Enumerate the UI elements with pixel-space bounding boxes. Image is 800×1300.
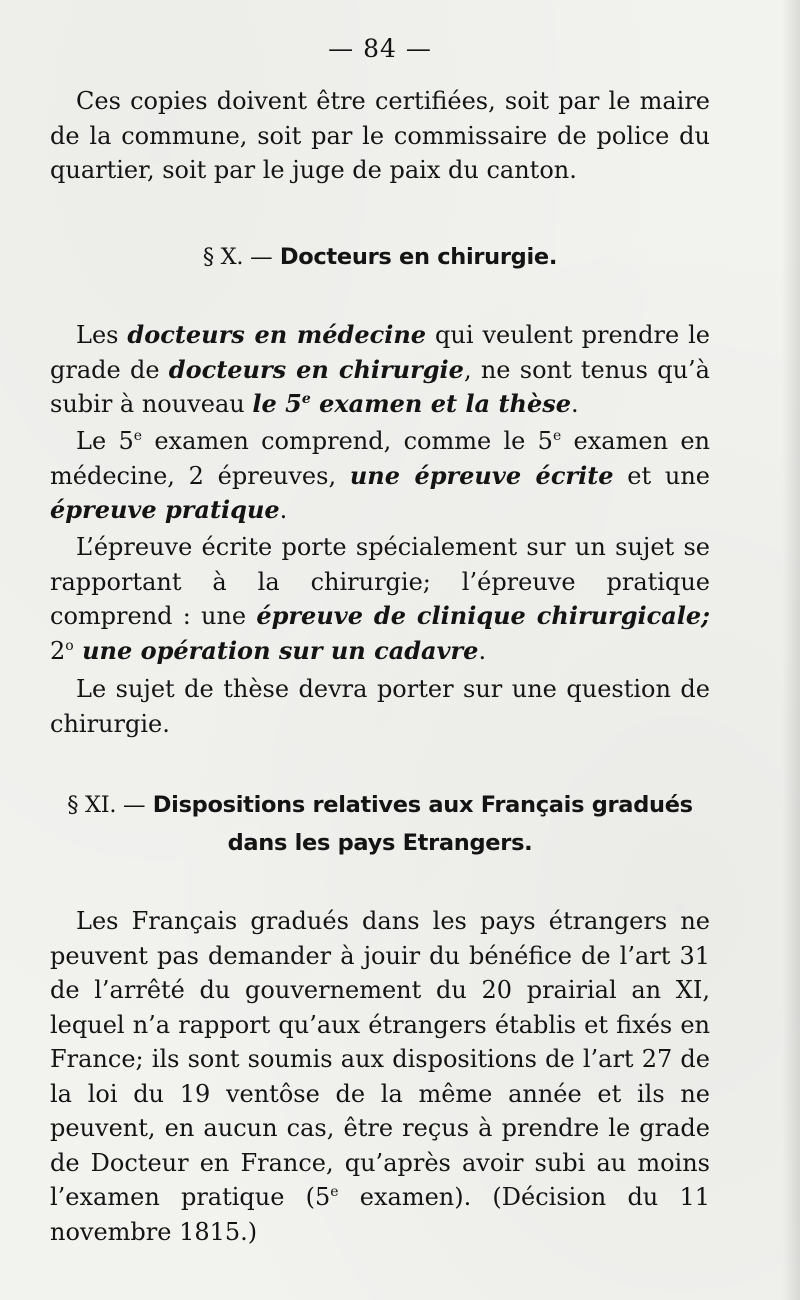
paragraph-fifth-exam	[50, 424, 710, 528]
p3-term-clinique: épreuve de clinique chirurgicale;	[256, 601, 710, 630]
p2-term-pratique: épreuve pratique	[50, 495, 280, 524]
page-number: — 84 —	[328, 34, 432, 63]
p5-text-a: Les Français gradués dans les pays étrangers ne peuvent pas demander à jouir du bénéfice de l’art 31 de l’arrêté du gouvernement du 20 prairial an XI, lequel n’a rapport qu’aux étrangers établis et fixés en France; ils sont soumis aux dispositions de l’art 27 de la loi du 19 ventôse de la même année et ils ne peuvent, en aucun cas, être reçus à prendre le grade de Docteur en France, qu’après avoir subi au moins l’examen pratique (5	[50, 907, 710, 1211]
p1-text-h: .	[571, 390, 579, 418]
p1-text-e: , ne sont tenus qu’à subir à nouveau	[50, 355, 710, 418]
p1-text-a: Les	[76, 321, 128, 349]
p2-text-a: Le 5	[76, 427, 134, 455]
p2-sup-a: e	[133, 428, 143, 444]
p3-text-a: L’épreuve écrite porte spécialement sur un sujet se rapportant à la chirurgie; l’épreuve pratique comprend : une	[50, 533, 710, 630]
section-x-heading	[50, 238, 710, 276]
paragraph-written-exam	[50, 530, 710, 668]
section-xi-title-line2: dans les pays Etrangers.	[227, 830, 533, 856]
intro-paragraph: Ces copies doivent être certifiées, soit par le maire de la commune, soit par le commissaire de police du quartier, soit par le juge de paix du canton.	[50, 87, 710, 184]
p3-text-c: 2	[50, 636, 66, 665]
paragraph-french-graduates	[50, 904, 710, 1249]
p2-text-c: examen en médecine, 2 épreuves,	[50, 427, 710, 490]
p1-sup: e	[301, 391, 311, 407]
p3-term-operation: une opération sur un cadavre	[73, 635, 479, 665]
section-xi-marker: § XI. —	[67, 792, 146, 818]
p5-sup: e	[330, 1184, 339, 1200]
page-edge-shadow	[782, 0, 800, 1300]
paragraph-doctors-surgery	[50, 318, 710, 422]
p1-text-c: qui veulent prendre le grade de	[50, 321, 710, 384]
paragraph-thesis: Le sujet de thèse devra porter sur une question de chirurgie.	[50, 675, 710, 738]
p2-term-ecrite: une épreuve écrite	[349, 460, 614, 490]
p2-text-b: examen comprend, comme le 5	[142, 427, 553, 455]
p2-text-e: et une	[613, 461, 710, 490]
p1-term-chirurgie: docteurs en chirurgie	[168, 354, 464, 384]
section-xi-heading	[50, 786, 710, 862]
p2-text-g: .	[279, 496, 288, 524]
p3-sup: o	[65, 637, 74, 654]
section-x-marker: § X. —	[202, 244, 273, 270]
p2-sup-b: e	[552, 428, 562, 444]
p5-text-b: examen). (Décision du 11 novembre 1815.)	[50, 1183, 710, 1246]
section-xi-title-line1: Dispositions relatives aux Français gradués	[152, 792, 693, 818]
p1-term-medecine: docteurs en médecine	[127, 320, 427, 349]
p1-term-these: examen et la thèse	[310, 389, 572, 418]
p3-text-e: .	[478, 636, 487, 665]
section-x-title: Docteurs en chirurgie.	[279, 244, 558, 270]
p1-term-examen: le 5	[252, 389, 302, 418]
